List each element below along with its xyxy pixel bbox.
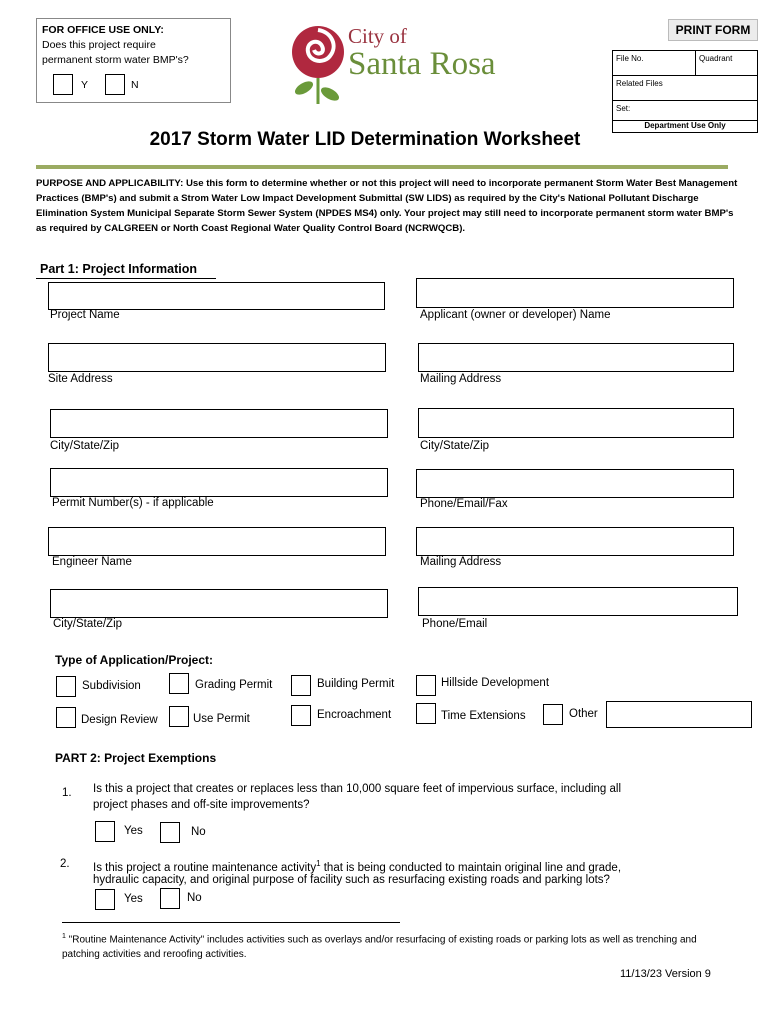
encroachment-label: Encroachment xyxy=(317,709,392,721)
encroachment-checkbox[interactable] xyxy=(291,705,311,726)
q2-line1-a: Is this project a routine maintenance activity xyxy=(93,861,317,874)
building-permit-checkbox[interactable] xyxy=(291,675,311,696)
engineer-mailing-address-label: Mailing Address xyxy=(420,556,502,568)
project-name-label: Project Name xyxy=(50,309,120,321)
time-extensions-label: Time Extensions xyxy=(441,710,526,722)
use-permit-label: Use Permit xyxy=(193,713,250,725)
engineer-mailing-address-field[interactable] xyxy=(416,527,734,556)
permit-number-field[interactable] xyxy=(50,468,388,497)
office-yes-checkbox[interactable] xyxy=(53,74,73,95)
q2-no-label: No xyxy=(187,892,202,904)
footnote xyxy=(62,929,712,962)
phone-email-fax-label: Phone/Email/Fax xyxy=(420,498,508,510)
phone-email-fax-field[interactable] xyxy=(416,469,734,498)
grading-permit-label: Grading Permit xyxy=(195,679,273,691)
office-use-box xyxy=(36,18,231,103)
dept-set-label: Set: xyxy=(616,104,631,113)
q1-no-checkbox[interactable] xyxy=(160,822,180,843)
q1-line1: Is this a project that creates or replaces less than 10,000 square feet of impervious surface, including all xyxy=(93,783,622,795)
dept-quadrant-label: Quadrant xyxy=(699,54,733,63)
q1-line2: project phases and off-site improvements? xyxy=(93,799,310,811)
logo-city-of: City of xyxy=(348,24,407,48)
version-label: 11/13/23 Version 9 xyxy=(620,968,711,980)
dept-row-file xyxy=(613,51,757,76)
office-question-line2: permanent storm water BMP's? xyxy=(42,54,189,66)
site-address-field[interactable] xyxy=(48,343,386,372)
engineer-name-field[interactable] xyxy=(48,527,386,556)
hillside-development-label: Hillside Development xyxy=(441,677,550,689)
q2-number: 2. xyxy=(60,858,70,870)
title-rule xyxy=(36,165,728,169)
q2-yes-checkbox[interactable] xyxy=(95,889,115,910)
site-city-state-zip-field[interactable] xyxy=(50,409,388,438)
office-yes-label: Y xyxy=(81,79,89,91)
hillside-development-checkbox[interactable] xyxy=(416,675,436,696)
engineer-city-state-zip-label: City/State/Zip xyxy=(53,618,123,630)
office-no-checkbox[interactable] xyxy=(105,74,125,95)
design-review-checkbox[interactable] xyxy=(56,707,76,728)
type-heading: Type of Application/Project: xyxy=(55,653,214,667)
office-use-heading: FOR OFFICE USE ONLY: xyxy=(42,24,164,36)
grading-permit-checkbox[interactable] xyxy=(169,673,189,694)
part1-underline xyxy=(36,278,216,279)
q2-footnote-ref: 1 xyxy=(316,859,321,868)
purpose-text: PURPOSE AND APPLICABILITY: Use this form to determine whether or not this project will need to incorporate permanent Storm Water Best Management Practices (BMP's) and submit a Strom Water Low Impact Development Submittal (SW LIDS) as required by the City's National Pollutant Discharge Elimination System Municipal Separate Storm Sewer System (NPDES MS4) only. Your project may still need to incorporate permanent storm water BMP's as required by CALGREEN or North Coast Regional Water Quality Control Board (NCRWQCB). xyxy=(36,178,738,234)
applicant-city-state-zip-label: City/State/Zip xyxy=(420,440,490,452)
dept-row-set xyxy=(613,101,757,121)
use-permit-checkbox[interactable] xyxy=(169,706,189,727)
dept-row-related xyxy=(613,76,757,101)
project-name-field[interactable] xyxy=(48,282,385,310)
q1-yes-label: Yes xyxy=(124,825,143,837)
office-question-line1: Does this project require xyxy=(42,39,156,51)
department-use-box xyxy=(612,50,758,133)
dept-footer: Department Use Only xyxy=(644,121,726,130)
applicant-name-label: Applicant (owner or developer) Name xyxy=(420,309,611,321)
q2-line2: hydraulic capacity, and original purpose of facility such as resurfacing existing roads and parking lots? xyxy=(93,874,610,886)
applicant-mailing-address-label: Mailing Address xyxy=(420,373,502,385)
print-form-button[interactable]: PRINT FORM xyxy=(668,19,758,41)
dept-file-no-label: File No. xyxy=(616,54,644,63)
city-logo xyxy=(282,16,510,110)
q2-line1-b: that is being conducted to maintain original line and grade, xyxy=(320,861,622,874)
footnote-rule xyxy=(62,922,400,923)
dept-divider xyxy=(695,51,696,76)
building-permit-label: Building Permit xyxy=(317,678,395,690)
engineer-phone-email-label: Phone/Email xyxy=(422,618,488,630)
footnote-text: "Routine Maintenance Activity" includes activities such as overlays and/or resurfacing of existing roads or parking lots as well as trenching and patching activities and reroofing activities. xyxy=(62,934,697,961)
subdivision-checkbox[interactable] xyxy=(56,676,76,697)
part2-heading: PART 2: Project Exemptions xyxy=(55,751,217,765)
footnote-marker: 1 xyxy=(62,933,66,940)
part1-heading: Part 1: Project Information xyxy=(40,262,197,276)
logo-santa-rosa: Santa Rosa xyxy=(348,46,496,82)
q1-no-label: No xyxy=(191,826,206,838)
page-title: 2017 Storm Water LID Determination Worksheet xyxy=(149,129,581,150)
applicant-mailing-address-field[interactable] xyxy=(418,343,734,372)
site-address-label: Site Address xyxy=(48,373,113,385)
permit-number-label: Permit Number(s) - if applicable xyxy=(52,497,214,509)
office-no-label: N xyxy=(131,79,139,91)
q1-yes-checkbox[interactable] xyxy=(95,821,115,842)
engineer-city-state-zip-field[interactable] xyxy=(50,589,388,618)
engineer-name-label: Engineer Name xyxy=(52,556,132,568)
q2-yes-label: Yes xyxy=(124,893,143,905)
applicant-city-state-zip-field[interactable] xyxy=(418,408,734,438)
time-extensions-checkbox[interactable] xyxy=(416,703,436,724)
other-text-field[interactable] xyxy=(606,701,752,728)
q2-no-checkbox[interactable] xyxy=(160,888,180,909)
other-checkbox[interactable] xyxy=(543,704,563,725)
other-label: Other xyxy=(569,708,598,720)
dept-related-files-label: Related Files xyxy=(616,79,663,88)
engineer-phone-email-field[interactable] xyxy=(418,587,738,616)
q1-number: 1. xyxy=(62,787,72,799)
applicant-name-field[interactable] xyxy=(416,278,734,308)
design-review-label: Design Review xyxy=(81,714,158,726)
subdivision-label: Subdivision xyxy=(82,680,141,692)
site-city-state-zip-label: City/State/Zip xyxy=(50,440,120,452)
